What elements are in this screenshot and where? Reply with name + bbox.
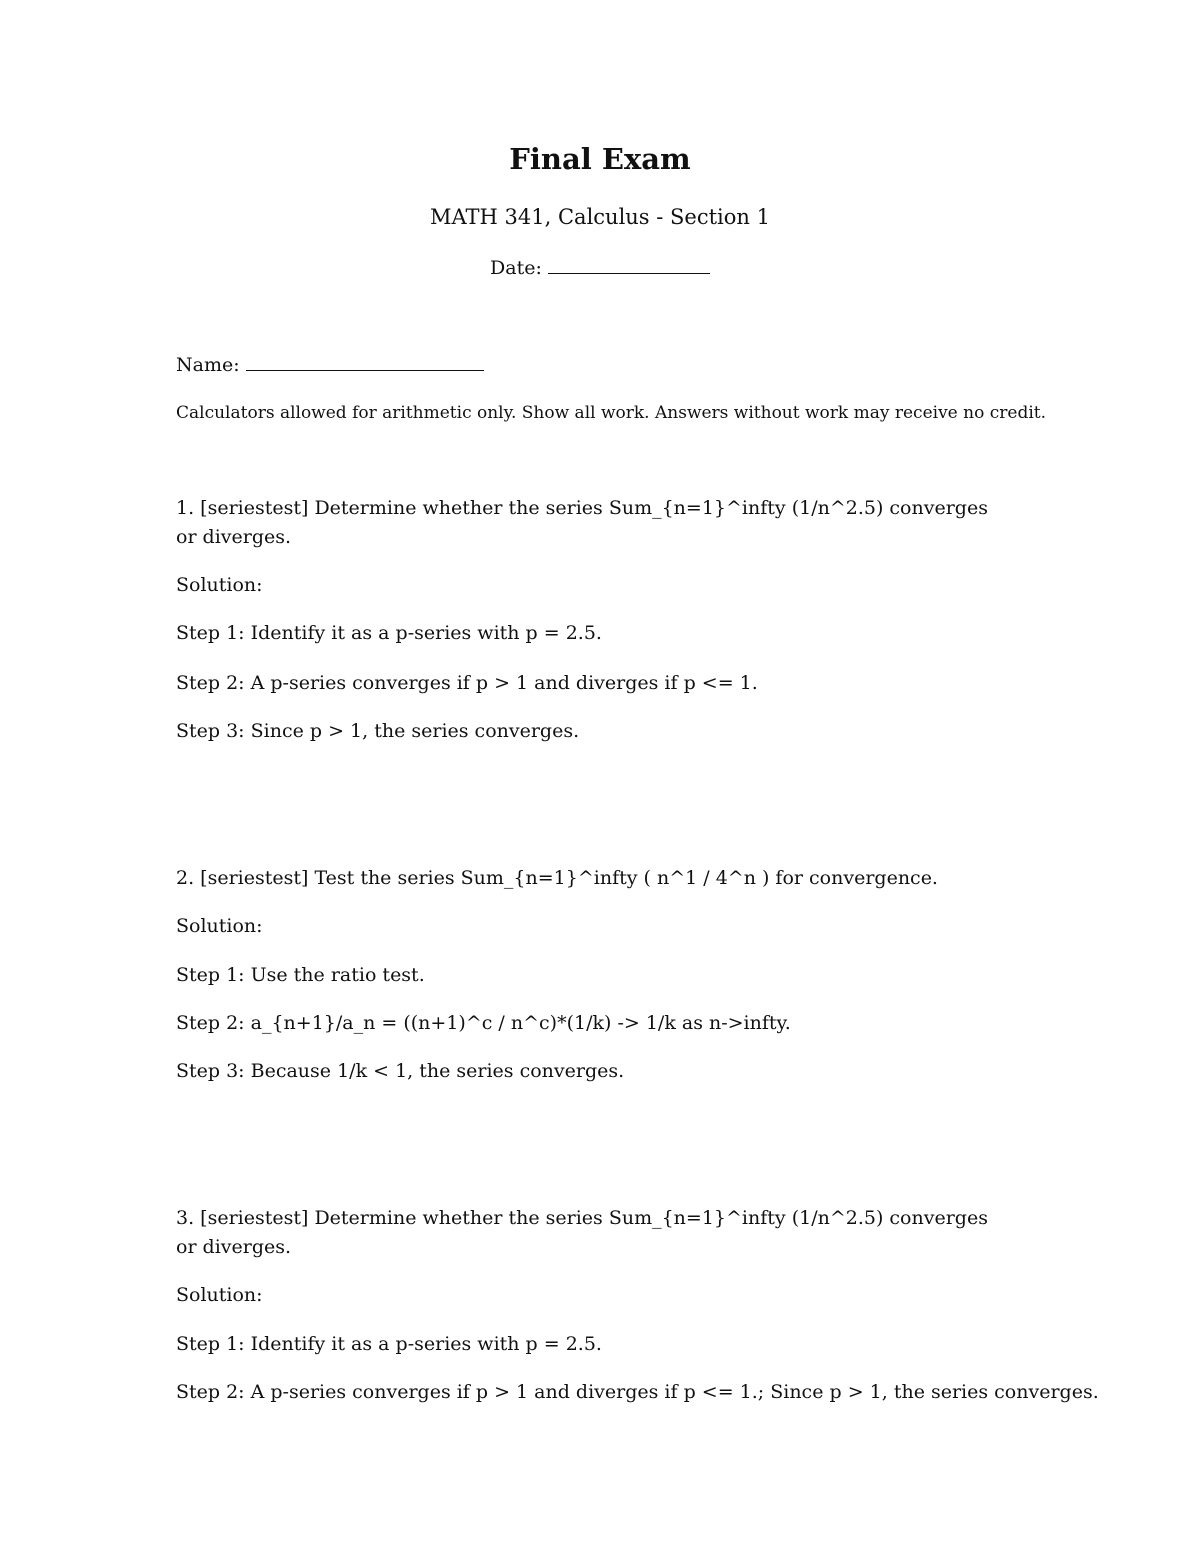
question-3-solution-label: Solution: <box>176 1284 263 1306</box>
exam-title: Final Exam <box>509 142 691 176</box>
question-2-step-1: Step 1: Use the ratio test. <box>176 964 425 986</box>
question-3-step-2: Step 2: A p-series converges if p > 1 and diverges if p <= 1.; Since p > 1, the series converges. <box>176 1381 1099 1403</box>
question-2-step-2: Step 2: a_{n+1}/a_n = ((n+1)^c / n^c)*(1/k) -> 1/k as n->infty. <box>176 1012 791 1034</box>
course-subtitle: MATH 341, Calculus - Section 1 <box>430 205 770 229</box>
question-2-prompt: 2. [seriestest] Test the series Sum_{n=1}^infty ( n^1 / 4^n ) for convergence. <box>176 867 938 889</box>
name-line <box>176 354 484 376</box>
question-3-prompt: 3. [seriestest] Determine whether the series Sum_{n=1}^infty (1/n^2.5) converges or diverges. <box>176 1207 988 1258</box>
instructions: Calculators allowed for arithmetic only. Show all work. Answers without work may receive no credit. <box>176 403 1046 423</box>
name-blank[interactable] <box>246 369 484 371</box>
question-2-step-3: Step 3: Because 1/k < 1, the series converges. <box>176 1060 625 1082</box>
question-3-step-1: Step 1: Identify it as a p-series with p = 2.5. <box>176 1333 602 1355</box>
question-2-solution-label: Solution: <box>176 915 263 937</box>
date-blank[interactable] <box>548 272 710 274</box>
question-1-prompt: 1. [seriestest] Determine whether the series Sum_{n=1}^infty (1/n^2.5) converges or diverges. <box>176 497 988 548</box>
question-1-step-2: Step 2: A p-series converges if p > 1 and diverges if p <= 1. <box>176 672 758 694</box>
date-line <box>0 257 1200 279</box>
question-1-step-1: Step 1: Identify it as a p-series with p = 2.5. <box>176 622 602 644</box>
question-1-step-3: Step 3: Since p > 1, the series converges. <box>176 720 580 742</box>
question-1-solution-label: Solution: <box>176 574 263 596</box>
name-label: Name: <box>176 354 240 376</box>
date-label: Date: <box>490 257 542 279</box>
